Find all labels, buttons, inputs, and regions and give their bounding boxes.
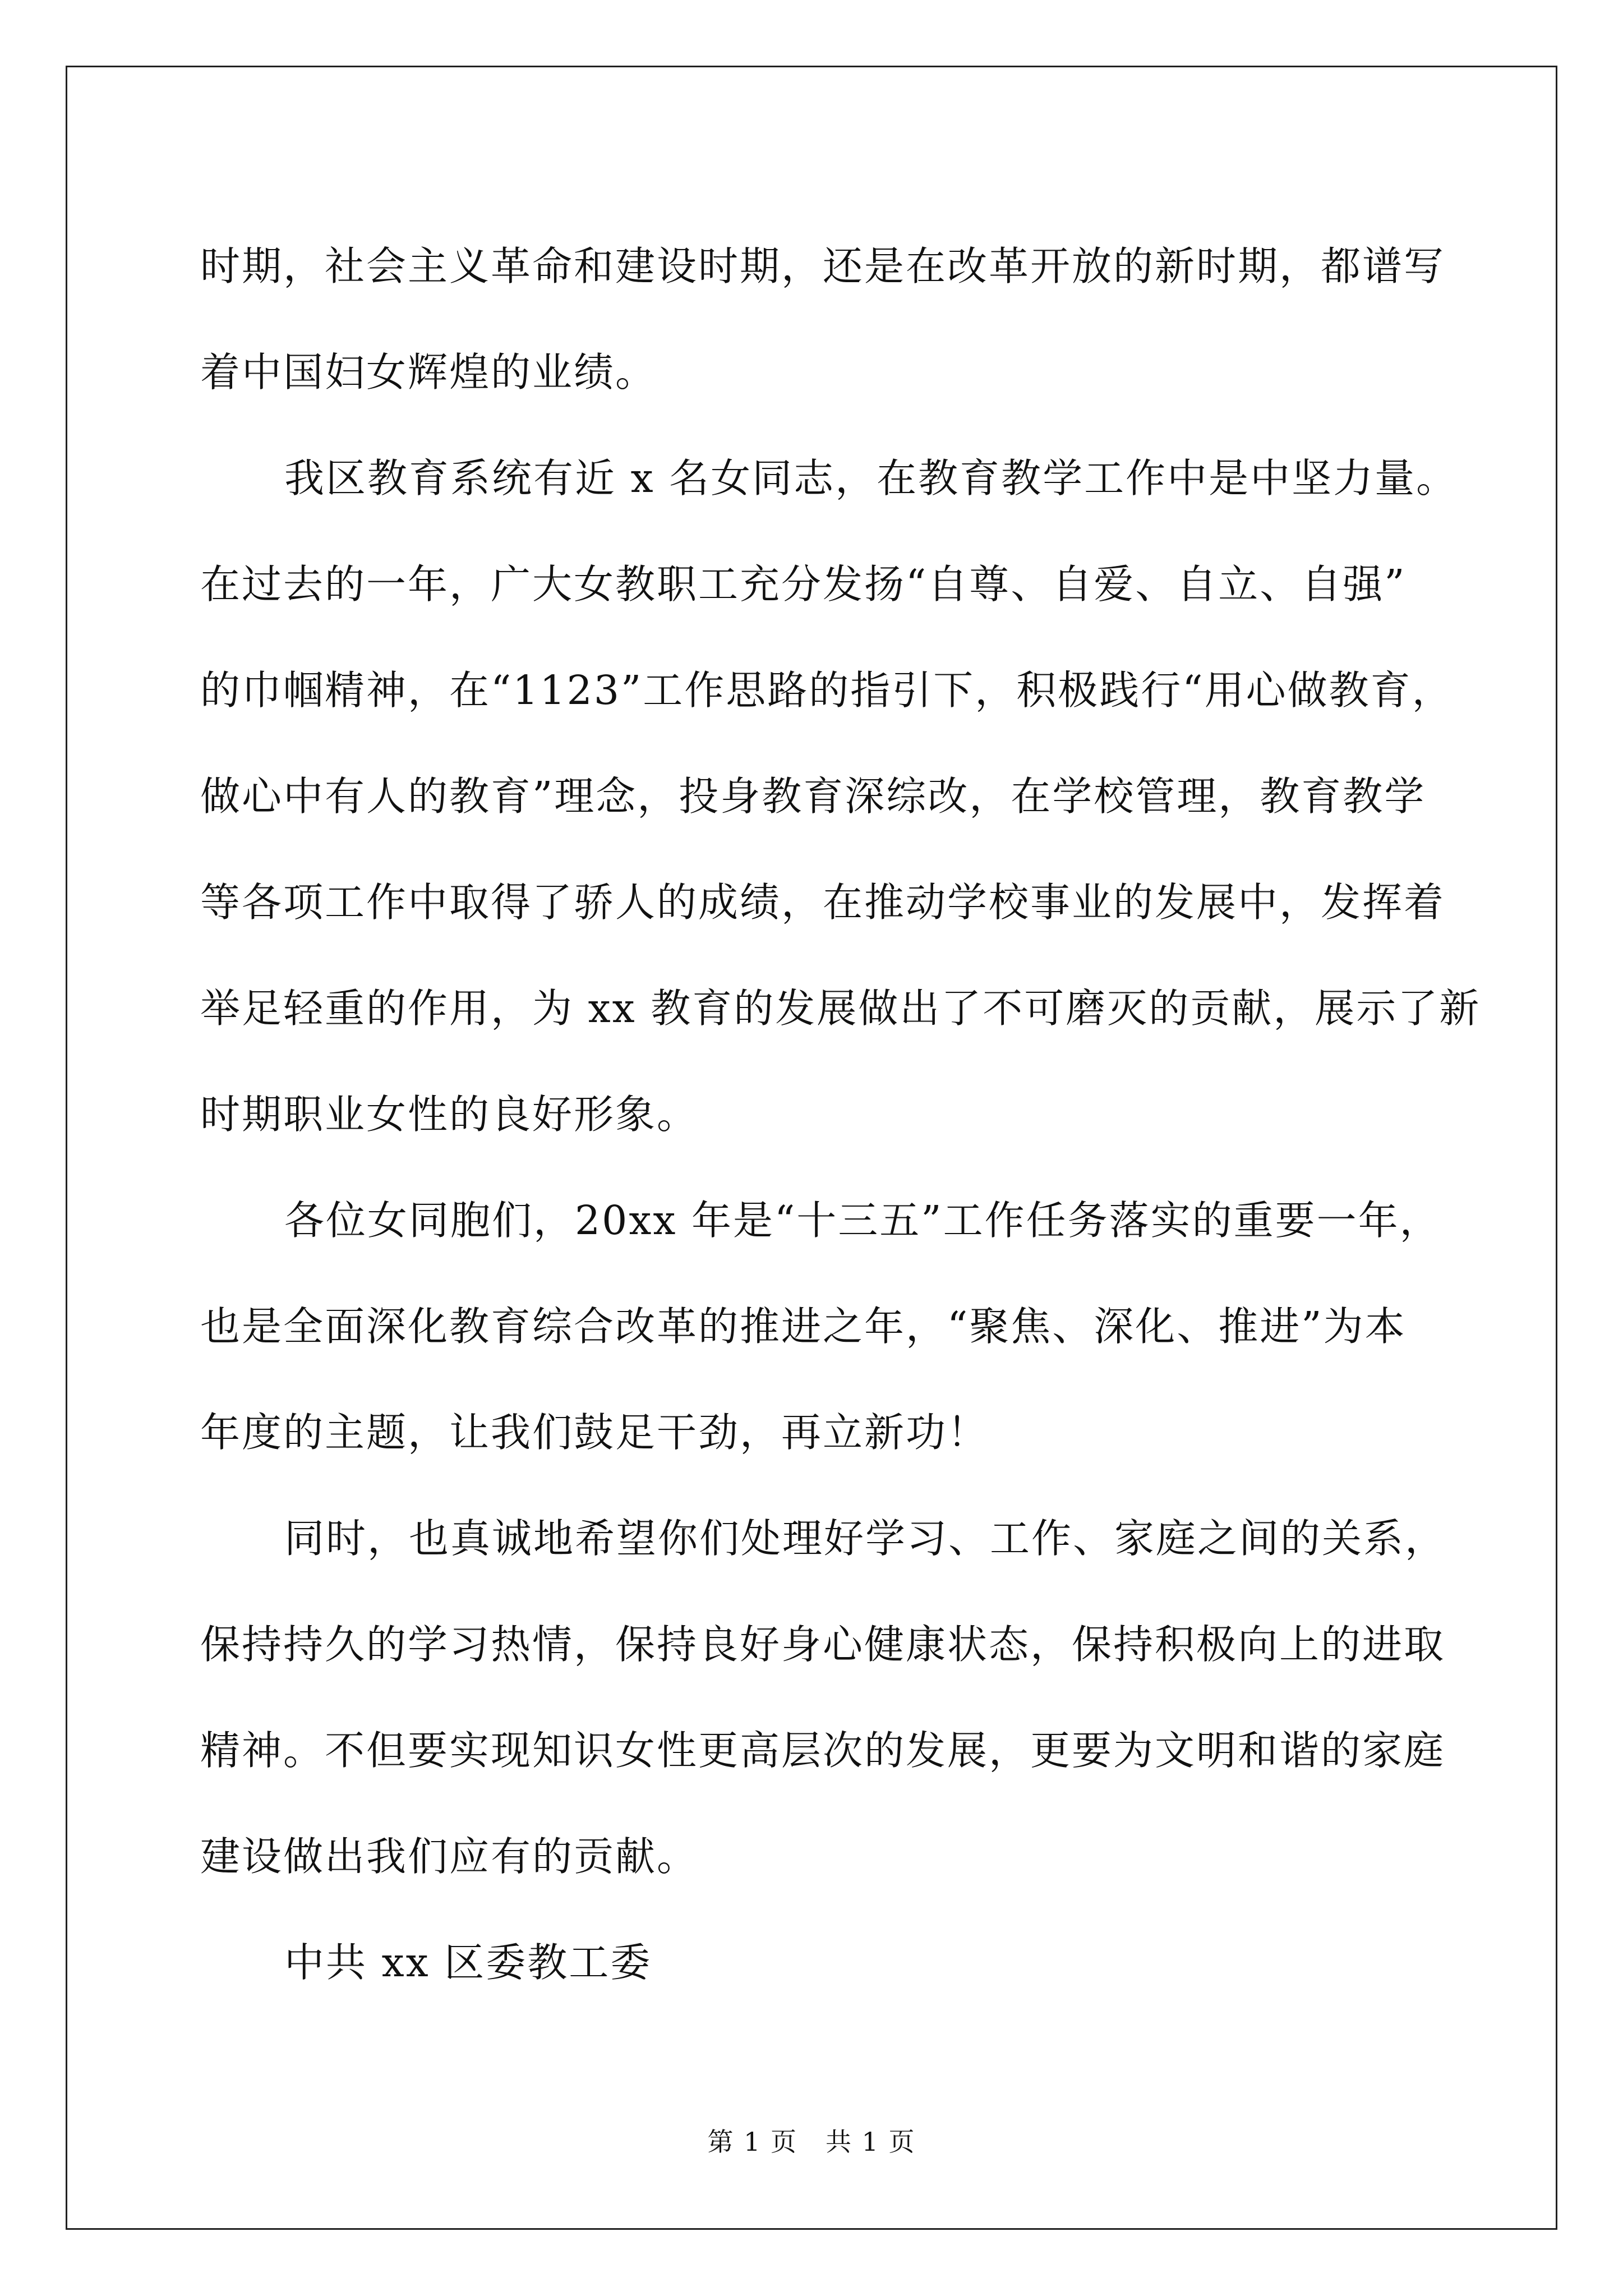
text-line: 时期职业女性的良好形象。 — [200, 1091, 699, 1138]
page-total: 共 1 页 — [826, 2127, 916, 2157]
text-line: 同时，也真诚地希望你们处理好学习、工作、家庭之间的关系， — [284, 1515, 1447, 1562]
text-line: 的巾帼精神，在“1123”工作思路的指引下，积极践行“用心做教育， — [200, 667, 1454, 714]
paragraph-4 — [200, 1485, 1445, 1910]
paragraph-1 — [200, 213, 1445, 425]
text-line: 我区教育系统有近 x 名女同志，在教育教学工作中是中坚力量。 — [284, 455, 1458, 501]
text-line: 中共 xx 区委教工委 — [284, 1939, 652, 1986]
document-body — [200, 213, 1481, 2016]
text-line: 做心中有人的教育”理念，投身教育深综改，在学校管理，教育教学 — [200, 773, 1426, 820]
text-line: 也是全面深化教育综合改革的推进之年，“聚焦、深化、推进”为本 — [200, 1303, 1407, 1350]
text-line: 年度的主题，让我们鼓足干劲，再立新功！ — [200, 1409, 989, 1456]
text-line: 保持持久的学习热情，保持良好身心健康状态，保持积极向上的进取 — [200, 1621, 1446, 1668]
text-line: 各位女同胞们，20xx 年是“十三五”工作任务落实的重要一年， — [284, 1197, 1441, 1244]
paragraph-3 — [200, 1167, 1445, 1485]
page-footer — [0, 2125, 1623, 2159]
text-line: 建设做出我们应有的贡献。 — [200, 1833, 699, 1880]
text-line: 等各项工作中取得了骄人的成绩，在推动学校事业的发展中，发挥着 — [200, 879, 1446, 926]
text-line: 举足轻重的作用，为 xx 教育的发展做出了不可磨灭的贡献，展示了新 — [200, 985, 1481, 1032]
page-number: 第 1 页 — [707, 2127, 797, 2157]
signature-line — [200, 1910, 1445, 2016]
text-line: 精神。不但要实现知识女性更高层次的发展，更要为文明和谐的家庭 — [200, 1727, 1446, 1774]
text-line: 在过去的一年，广大女教职工充分发扬“自尊、自爱、自立、自强” — [200, 561, 1407, 608]
text-line: 着中国妇女辉煌的业绩。 — [200, 349, 657, 395]
text-line: 时期，社会主义革命和建设时期，还是在改革开放的新时期，都谱写 — [200, 243, 1446, 289]
paragraph-2 — [200, 425, 1481, 1167]
